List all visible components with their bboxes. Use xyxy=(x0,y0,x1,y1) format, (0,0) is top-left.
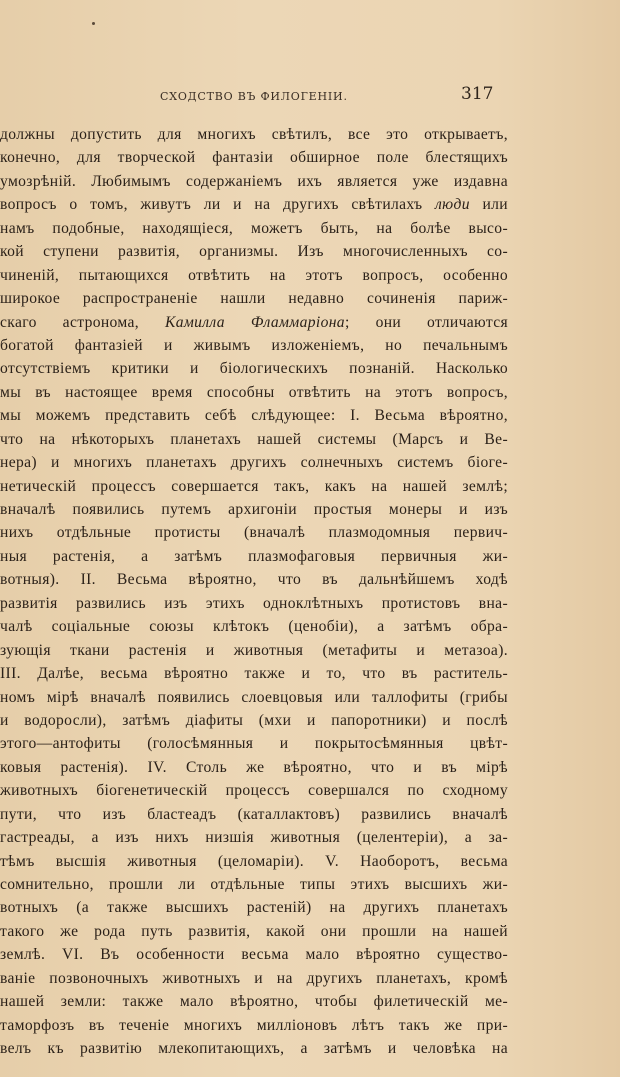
text-line xyxy=(0,896,508,919)
text-run: ваніе позвоночныхъ животныхъ и на другихъ планетахъ, кромѣ xyxy=(0,969,508,987)
text-run: вотныхъ (а также высшихъ растеній) на другихъ планетахъ xyxy=(0,899,508,917)
text-line xyxy=(0,568,508,591)
text-line xyxy=(0,334,508,357)
body-text xyxy=(0,123,508,1061)
text-run: ковыя растенія). IV. Столь же вѣроятно, что и въ мірѣ xyxy=(0,758,508,776)
text-run: таморфозъ въ теченіе многихъ милліоновъ лѣтъ такъ же при- xyxy=(0,1016,508,1034)
text-run: конечно, для творческой фантазіи обширное поле блестящихъ xyxy=(0,149,508,167)
text-line xyxy=(0,920,508,943)
text-run: вотныя). II. Весьма вѣроятно, что въ дальнѣйшемъ ходѣ xyxy=(0,571,508,589)
text-run: землѣ. VI. Въ особенности весьма мало вѣроятно существо- xyxy=(0,946,508,964)
text-line xyxy=(0,146,508,169)
text-line xyxy=(0,217,508,240)
text-run: вопросъ о томъ, живутъ ли и на другихъ свѣтилахъ xyxy=(0,196,435,214)
text-line xyxy=(0,990,508,1013)
text-run: или xyxy=(469,196,508,214)
text-run: намъ подобные, находящіеся, можетъ быть, на болѣе высо- xyxy=(0,219,508,237)
text-line xyxy=(0,123,508,146)
text-line xyxy=(0,779,508,802)
text-line xyxy=(0,850,508,873)
text-run: этого—антофиты (голосѣмянныя и покрытосѣмянныя цвѣт- xyxy=(0,735,508,753)
text-run: велъ къ развитію млекопитающихъ, а затѣмъ и человѣка на xyxy=(0,1040,508,1058)
text-run: нашей земли: также мало вѣроятно, чтобы филетическій ме- xyxy=(0,993,508,1011)
text-run: пути, что изъ бластеадъ (каталлактовъ) развились вначалѣ xyxy=(0,805,508,823)
text-line xyxy=(0,357,508,380)
text-line xyxy=(0,803,508,826)
text-line xyxy=(0,521,508,544)
text-line xyxy=(0,709,508,732)
text-run: тѣмъ высшія животныя (целомаріи). V. Наоборотъ, весьма xyxy=(0,852,508,870)
text-run: нихъ отдѣльные протисты (вначалѣ плазмодомныя первич- xyxy=(0,524,508,542)
text-run: номъ мірѣ вначалѣ появились слоевцовыя или таллофиты (грибы xyxy=(0,688,508,706)
text-line xyxy=(0,873,508,896)
ink-speck xyxy=(92,22,95,25)
text-run: зующія ткани растенія и животныя (метафиты и метазоа). xyxy=(0,641,508,659)
text-line xyxy=(0,1014,508,1037)
text-line xyxy=(0,967,508,990)
text-line xyxy=(0,311,508,334)
text-line xyxy=(0,639,508,662)
text-line xyxy=(0,475,508,498)
text-run: III. Далѣе, весьма вѣроятно также и то, что въ раститель- xyxy=(0,665,508,683)
text-run: вначалѣ появились путемъ архигоніи простыя монеры и изъ xyxy=(0,501,508,518)
text-line xyxy=(0,826,508,849)
text-run: широкое распространеніе нашли недавно сочиненія париж- xyxy=(0,290,508,308)
text-line xyxy=(0,264,508,287)
text-run: что на нѣкоторыхъ планетахъ нашей системы (Марсъ и Ве- xyxy=(0,430,508,448)
text-run: чиненій, пытающихся отвѣтить на этотъ вопросъ, особенно xyxy=(0,266,508,284)
text-run: умозрѣній. Любимымъ содержаніемъ ихъ является уже издавна xyxy=(0,172,508,190)
text-run: нера) и многихъ планетахъ другихъ солнечныхъ системъ біоге- xyxy=(0,454,508,472)
text-run: гастреады, а изъ нихъ низшія животныя (целентеріи), а за- xyxy=(0,829,508,847)
text-line xyxy=(0,428,508,451)
text-run: богатой фантазіей и живымъ изложеніемъ, но печальнымъ xyxy=(0,336,508,354)
text-run: развитія развились изъ этихъ одноклѣтныхъ протистовъ вна- xyxy=(0,594,508,612)
text-line xyxy=(0,193,508,216)
text-run: и водоросли), затѣмъ діафиты (мхи и папоротники) и послѣ xyxy=(0,711,508,729)
running-header xyxy=(0,84,620,108)
text-run: мы можемъ представить себѣ слѣдующее: I. Весьма вѣроятно, xyxy=(0,407,508,425)
text-line xyxy=(0,545,508,568)
text-run: должны допустить для многихъ свѣтилъ, все это открываетъ, xyxy=(0,126,508,143)
text-line xyxy=(0,943,508,966)
text-run: нетическій процессъ совершается такъ, какъ на нашей землѣ; xyxy=(0,477,508,495)
text-line xyxy=(0,287,508,310)
text-line xyxy=(0,498,508,521)
text-run: животныхъ біогенетическій процессъ совершался по сходному xyxy=(0,782,508,800)
text-line xyxy=(0,170,508,193)
text-run: отсутствіемъ критики и біологическихъ познаній. Насколько xyxy=(0,360,508,378)
italic-run: люди xyxy=(434,196,470,214)
text-line xyxy=(0,662,508,685)
running-title: СХОДСТВО ВЪ ФИЛОГЕНІИ. xyxy=(160,90,348,103)
text-line xyxy=(0,732,508,755)
text-line xyxy=(0,615,508,638)
text-line xyxy=(0,686,508,709)
text-run: такого же рода путь развитія, какой они прошли на нашей xyxy=(0,922,508,940)
text-run: сомнительно, прошли ли отдѣльные типы этихъ высшихъ жи- xyxy=(0,876,508,893)
page-number: 317 xyxy=(461,84,494,104)
text-run: ; они отличаются xyxy=(344,313,509,331)
text-line xyxy=(0,451,508,474)
text-run: чалѣ соціальные союзы клѣтокъ (ценобіи), а затѣмъ обра- xyxy=(0,618,508,636)
text-line xyxy=(0,592,508,615)
text-run: мы въ настоящее время способны отвѣтить на этотъ вопросъ, xyxy=(0,383,508,401)
italic-run: Камилла Фламмаріона xyxy=(164,313,345,331)
text-run: скаго астронома, xyxy=(0,313,165,331)
text-line xyxy=(0,1037,508,1060)
text-line xyxy=(0,756,508,779)
text-line xyxy=(0,240,508,263)
text-line xyxy=(0,381,508,404)
text-line xyxy=(0,404,508,427)
text-run: кой ступени развитія, организмы. Изъ многочисленныхъ со- xyxy=(0,243,508,261)
text-run: ныя растенія, а затѣмъ плазмофаговыя первичныя жи- xyxy=(0,547,508,565)
